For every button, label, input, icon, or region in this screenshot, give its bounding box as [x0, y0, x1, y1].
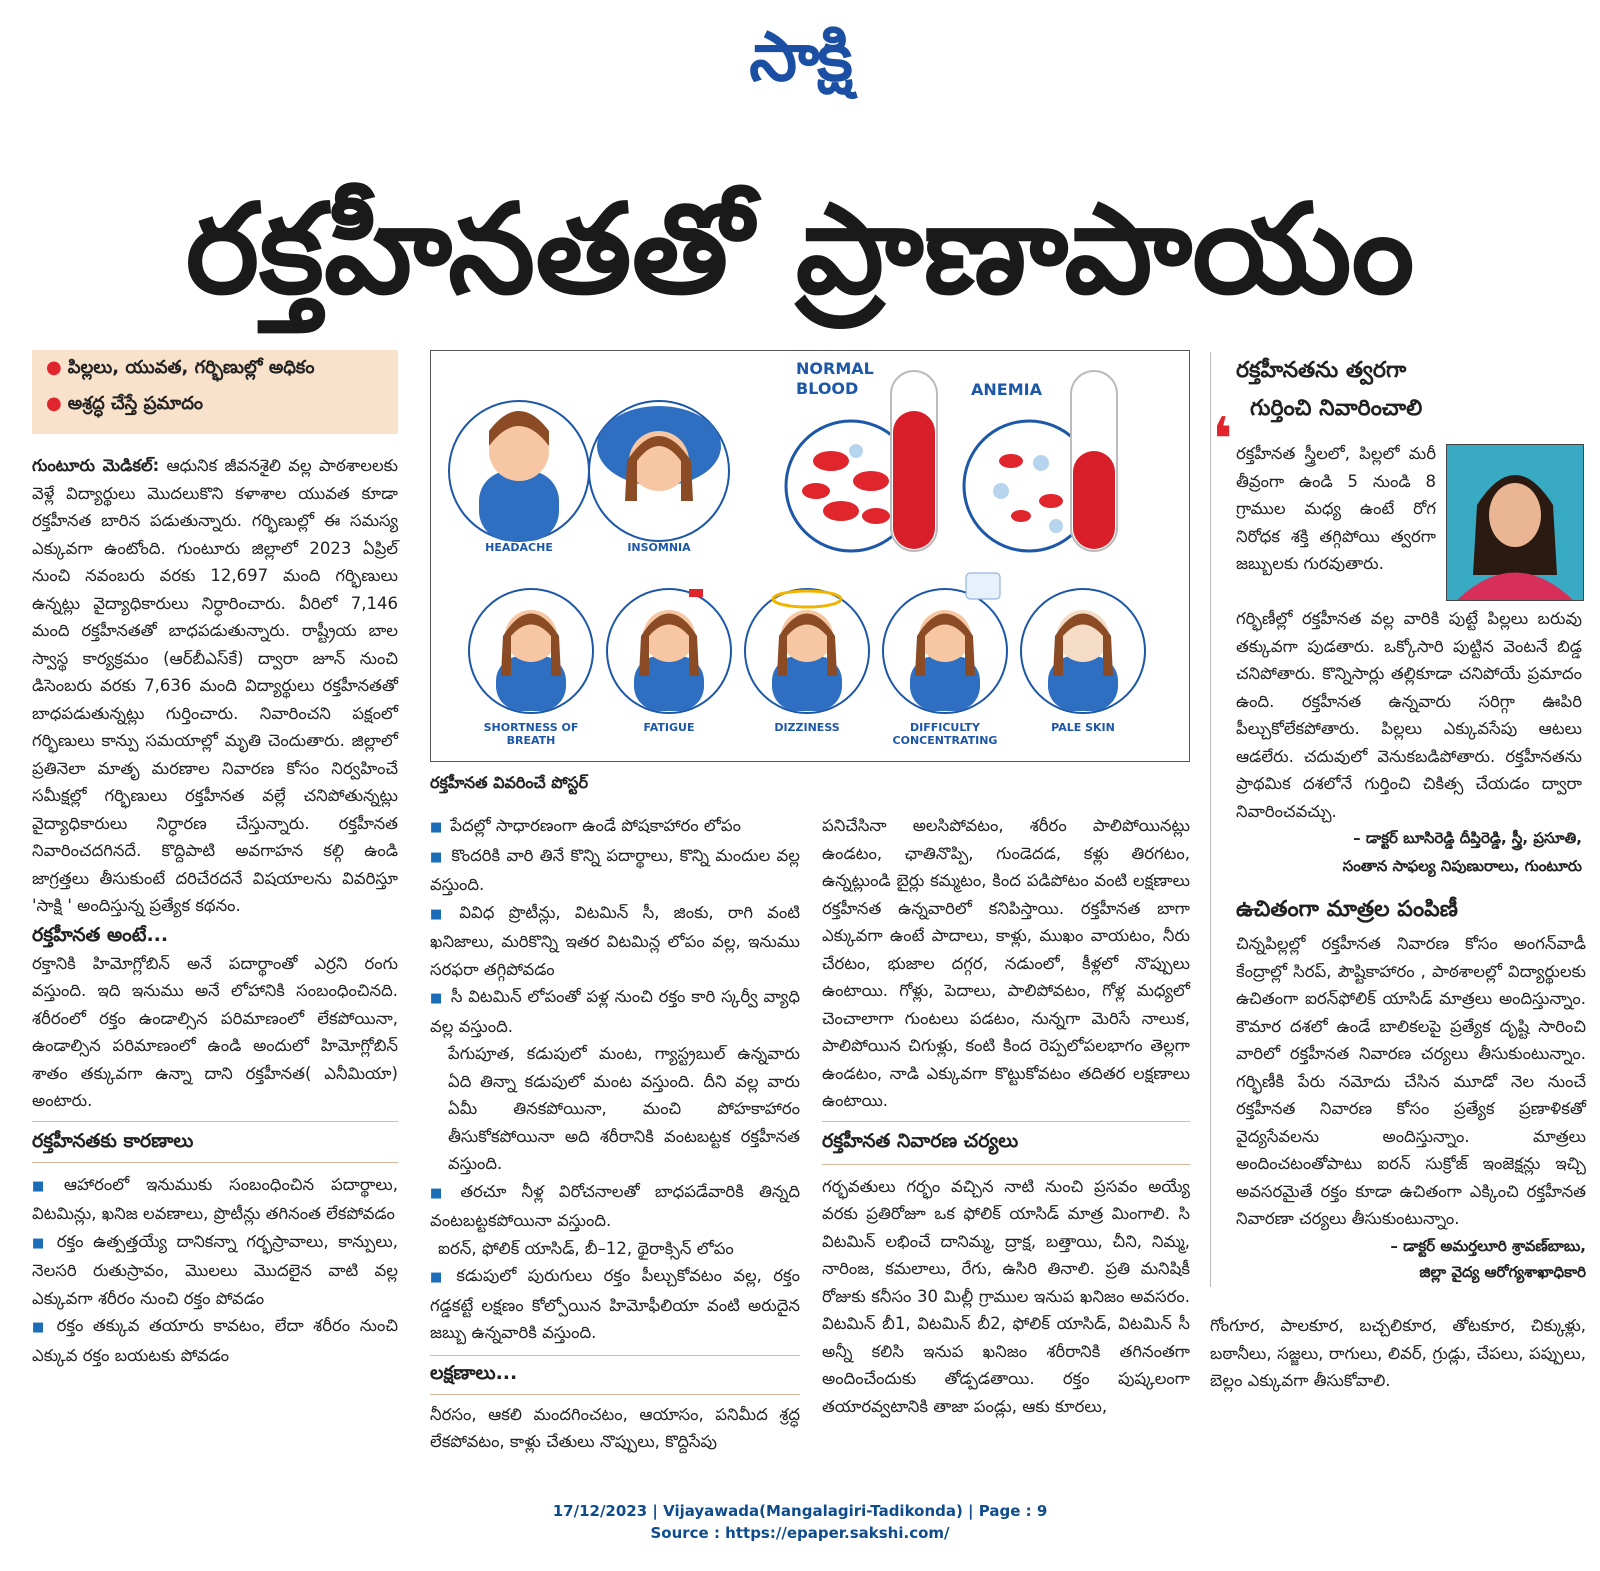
free-attribution-2: జిల్లా వైద్య ఆరోగ్యశాఖాధికారి: [1419, 1262, 1586, 1281]
list-item: ■ కడుపులో పురుగులు రక్తం పీల్చుకోవటం వల్ల, రక్తం గడ్డకట్టే లక్షణం కోల్పోయిన హిమోఫీలియా వంటి అరుదైన జబ్బు ఉన్నవారికి వస్తుంది.: [430, 1266, 800, 1342]
quote-lead: రక్తహీనత స్త్రీలలో, పిల్లలో మరీ తీవ్రంగా ఉండి 5 నుండి 8 గ్రాముల మధ్య ఉంటే రోగ నిరోధక శక్తి తగ్గిపోయి త్వరగా జబ్బులకు గురవుతారు.: [1236, 444, 1436, 573]
doctor-box-heading-1: రక్తహీనతను త్వరగా: [1236, 358, 1407, 383]
divider: [32, 1162, 398, 1163]
symptom-label: PALE SKIN: [1051, 721, 1115, 734]
symptom-label: HEADACHE: [485, 541, 553, 554]
prevention-heading: రక్తహీనత నివారణ చర్యలు: [822, 1129, 1019, 1152]
footer-dateline: 17/12/2023 | Vijayawada(Mangalagiri-Tadikonda) | Page : 9: [552, 1502, 1048, 1520]
headache-figure-icon: [449, 401, 589, 541]
what-heading: రక్తహీనత అంటే...: [32, 923, 169, 946]
intro-paragraph: గుంటూరు మెడికల్: ఆధునిక జీవనశైలి వల్ల పాఠశాలలకు వెళ్లే విద్యార్థులు మొదలుకొని కళాశాల యువత కూడా రక్తహీనత బారిన పడుతున్నారు. గర్భిణుల్లో ఈ సమస్య ఎక్కువగా ఉంటోంది. గుంటూరు జిల్లాలో 2023 ఏప్రిల్ నుంచి నవంబరు వరకు 12,697 మంది గర్భిణులు ఉన్నట్లు వైద్యాధికారులు నిర్ధారించారు. వీరిలో 7,146 మంది రక్తహీనతతో బాధపడుతున్నారు. రాష్ట్రీయ బాల స్వాస్థ కార్యక్రమం (ఆర్‌బీఎస్‌కే) ద్వారా జూన్ నుంచి డిసెంబరు వరకు 7,636 మంది విద్యార్థులు రక్తహీనతతో బాధపడుతున్నట్లు గుర్తించారు. నివారించని పక్షంలో గర్భిణులు కాన్పు సమయాల్లో మృతి చెందుతారు. జిల్లాలో ప్రతినెలా మాతృ మరణాల నివారణ కోసం నిర్వహించే సమీక్షల్లో గర్భిణులు రక్తహీనత వల్లే చనిపోతున్నట్లు వైద్యాధికారులు నిర్ధారణ చేస్తున్నారు. రక్తహీనత నివారించదగినదే. కొద్దిపాటి అవగాహన కల్గి ఉండి జాగ్రత్తలు తీసుకుంటే దరిచేరదనే విషయాలను వివరిస్తూ 'సాక్షి ' అందిస్తున్న ప్రత్యేక కథనం.: [32, 456, 398, 915]
list-item: ■ వివిధ ప్రొటీన్లు, విటమిన్ సీ, జింకు, రాగి వంటి ఖనిజాలు, మరికొన్ని ఇతర విటమిన్ల లోపం వల్ల, ఇనుము సరఫరా తగ్గిపోవడం: [430, 902, 800, 979]
headline: [30, 175, 1570, 325]
symptom-label: FATIGUE: [643, 721, 695, 734]
paragraph: పేగుపూత, కడుపులో మంట, గ్యాస్ట్రబుల్ ఉన్నవారు ఏది తిన్నా కడుపులో మంట వస్తుంది. దీని వల్ల వారు ఏమీ తినకపోయినా, మంచి పోహకాహారం తీసుకోకపోయినా అది శరీరానికి వంటబట్టక రక్తహీనత వస్తుంది.: [448, 1044, 800, 1173]
doctor-photo: [1446, 444, 1584, 601]
column-1: [32, 452, 398, 1369]
footer: [0, 1500, 1600, 1544]
foods-paragraph: గోంగూర, పాలకూర, బచ్చలికూర, తోటకూర, చిక్కుళ్లు, బఠానీలు, సజ్జలు, రాగులు, లివర్, గ్రుడ్లు, చేపలు, పప్పులు, బెల్లం ఎక్కువగా తీసుకోవాలి.: [1210, 1316, 1586, 1390]
divider: [32, 1121, 398, 1122]
pale-skin-figure-icon: [1021, 589, 1145, 713]
list-item: ■ పేదల్లో సాధారణంగా ఉండే పోషకాహారం లోపం: [430, 816, 741, 835]
poster-caption: రక్తహీనత వివరించే పోస్టర్: [430, 773, 589, 792]
poster-graphic: [431, 351, 1189, 761]
list-item: ■ కొందరికి వారి తినే కొన్ని పదార్థాలు, కొన్ని మందుల వల్ల వస్తుంది.: [430, 845, 800, 894]
symptoms-heading: లక్షణాలు...: [430, 1361, 518, 1384]
symptom-label: DIFFICULTY CONCENTRATING: [892, 721, 998, 747]
square-bullet-icon: ■: [430, 849, 444, 865]
column-2: [430, 812, 800, 1456]
square-bullet-icon: ■: [32, 1235, 49, 1251]
symptom-label: DIZZINESS: [774, 721, 840, 734]
doctor-box-heading-2: గుర్తించి నివారించాలి: [1250, 396, 1423, 421]
square-bullet-icon: ■: [32, 1320, 49, 1335]
list: [430, 1178, 800, 1235]
bullet-dot-icon: ●: [46, 357, 62, 378]
free-tablets-section: [1236, 890, 1586, 1285]
sakshi-logo: సాక్షి: [749, 18, 851, 97]
symptoms-paragraph-continued: పనిచేసినా అలసిపోవటం, శరీరం పాలిపోయినట్లు ఉండటం, ఛాతినొప్పి, గుండెదడ, కళ్లు తిరగటం, ఉన్నట్లుండి బైర్లు కమ్మటం, కింద పడిపోటం వంటి లక్షణాలు రక్తహీనత ఉన్నవారిలో కనిపిస్తాయి. రక్తహీనత బాగా ఎక్కువగా ఉంటే పాదాలు, కాళ్లు, ముఖం వాయటం, నీరు చేరటం, భుజాల దగ్గర, నడుంలో, కీళ్లలో నొప్పులు ఉంటాయి. గోళ్లు, పెదాలు, పాలిపోవటం, గోళ్ల మధ్యలో చెంచాలాగా గుంటలు పడటం, నున్నగా మెరిసే నాలుక, పాలిపోయిన చిగుళ్లు, కంటి కింద రెప్పలోపలభాగం తెల్లగా ఉండటం, నాడి ఎక్కువగా కొట్టుకోవటం తదితర లక్షణాలు ఉంటాయి.: [822, 816, 1190, 1110]
paragraph: గర్భిణీల్లో రక్తహీనత వల్ల వారికి పుట్టే పిల్లలు బరువు తక్కువగా పుడతారు. ఒక్కోసారి పుట్టిన వెంటనే బిడ్డ చనిపోతారు. కొన్నిసార్లు తల్లికూడా చనిపోయే ప్రమాదం ఉంది. రక్తహీనత ఉన్నవారు సరిగ్గా ఊపిరి పీల్చుకోలేకపోతారు. పిల్లలు ఎక్కువసేపు ఆటలు ఆడలేరు. చదువులో వెనుకబడిపోతారు. రక్తహీనతను ప్రాథమిక దశలోనే గుర్తించి చికిత్స చేయడం ద్వారా నివారించవచ్చు.: [1236, 609, 1582, 821]
dateline: గుంటూరు మెడికల్:: [32, 456, 160, 475]
footer-source: Source : https://epaper.sakshi.com/: [650, 1524, 950, 1542]
anemia-label: ANEMIA: [971, 380, 1042, 399]
dizziness-figure-icon: [745, 589, 869, 713]
divider: [822, 1121, 1190, 1122]
prevention-paragraph: గర్భవతులు గర్భం వచ్చిన నాటి నుంచి ప్రసవం అయ్యే వరకు ప్రతిరోజూ ఒక ఫోలిక్ యాసిడ్ మాత్ర మింగాలి. సి విటమిన్ లభించే దానిమ్మ, ద్రాక్ష, బత్తాయి, చీని, నిమ్మ, నారింజ, కమలాలు, రేగు, ఉసిరి తినాలి. ప్రతి మనిషికీ రోజుకు కనీసం 30 మిల్లీ గ్రాముల ఇనుప ఖనిజం అవసరం. విటమిన్ బీ1, విటమిన్ బీ2, ఫోలిక్ యాసిడ్, విటమిన్ సీ అన్నీ కలిసి ఇనుప ఖనిజం శరీరానికి తగినంతగా అందించేందుకు తోడ్పడతాయి. రక్తం పుష్కలంగా తయారవ్వటానికి తాజా పండ్లు, ఆకు కూరలు,: [822, 1176, 1190, 1416]
square-bullet-icon: ■: [32, 1178, 56, 1194]
bullet-dot-icon: ●: [46, 393, 62, 414]
highlights-box: [32, 350, 398, 434]
causes-list: [32, 1171, 398, 1370]
anemia-poster: [430, 350, 1190, 762]
square-bullet-icon: ■: [430, 1270, 449, 1285]
quote-body: [1236, 605, 1582, 880]
quote-attribution-2: సంతాన సాఫల్య నిపుణురాలు, గుంటూరు: [1342, 856, 1582, 875]
causes-list-continued: [430, 812, 800, 1040]
list-item: ■ తరచూ నీళ్ల విరోచనాలతో బాధపడేవారికి తిన్నది వంటబట్టకపోయినా వస్తుంది.: [430, 1181, 800, 1230]
free-attribution-1: – డాక్టర్ అమర్తలూరి శ్రావణ్‌బాబు,: [1390, 1236, 1586, 1255]
quote-attribution-1: – డాక్టర్ బూసిరెడ్డి దీప్తిరెడ్డి, స్త్రీ, ప్రసూతి,: [1353, 829, 1582, 847]
list-item: ■ రక్తం తక్కువ తయారు కావటం, లేదా శరీరం నుంచి ఎక్కువ రక్తం బయటకు పోవడం: [32, 1316, 398, 1365]
masthead: [0, 15, 1600, 100]
paragraph: ఐరన్, ఫోలిక్ యాసిడ్, బీ–12, థైరాక్సిన్ లోపం: [438, 1238, 734, 1258]
symptom-label: SHORTNESS OF BREATH: [483, 721, 579, 747]
highlight-item: ● పిల్లలు, యువత, గర్భిణుల్లో అధికం: [46, 357, 315, 378]
list: [430, 1262, 800, 1347]
quote-mark-icon: ❛: [1212, 405, 1233, 475]
square-bullet-icon: ■: [430, 820, 443, 835]
divider: [430, 1394, 800, 1395]
list-item: ■ ఆహారంలో ఇనుముకు సంబంధించిన పదార్థాలు, విటమిన్లు, ఖనిజ లవణాలు, ప్రొటీన్లు తగినంత లేకపోవడం: [32, 1174, 398, 1223]
normal-blood-label: NORMAL BLOOD: [796, 359, 874, 398]
divider: [822, 1164, 1190, 1165]
paragraph: చిన్నపిల్లల్లో రక్తహీనత నివారణ కోసం అంగన్‌వాడీ కేంద్రాల్లో సిరప్, పౌష్టికాహారం , పాఠశాలల్లో విద్యార్థులకు ఉచితంగా ఐరన్‌ఫోలిక్ యాసిడ్ మాత్రలు అందిస్తున్నాం. కౌమార దశలో ఉండే బాలికలపై ప్రత్యేక దృష్టి సారించి వారిలో రక్తహీనత నివారణ చర్యలు తీసుకుంటున్నాం. గర్భిణీకి పేరు నమోదు చేసిన మూడో నెల నుంచే రక్తహీనత నివారణ కోసం ప్రత్యేక ప్రణాళికతో వైద్యసేవలను అందిస్తున్నాం. మాత్రలు అందించటంతోపాటు ఐరన్ సుక్రోజ్ ఇంజెక్షన్లు ఇచ్చి అవసరమైతే రక్తం కూడా ఉచితంగా ఎక్కించి రక్తహీనత నివారణా చర్యలు తీసుకుంటున్నాం.: [1236, 934, 1586, 1228]
column-divider: [1210, 352, 1211, 1287]
paragraph: [1236, 930, 1586, 1233]
list-item: ■ సీ విటమిన్ లోపంతో పళ్ల నుంచి రక్తం కారి స్కర్వీ వ్యాధి వల్ల వస్తుంది.: [430, 987, 800, 1036]
highlight-item: ● అశ్రద్ధ చేస్తే ప్రమాదం: [46, 393, 204, 414]
list-item: ■ రక్తం ఉత్పత్తయ్యే దానికన్నా గర్భస్రావాలు, కాన్పులు, నెలసరి రుతుస్రావం, మొలలు మొదలైన వాటి వల్ల ఎక్కువగా శరీరం నుంచి రక్తం పోవడం: [32, 1231, 398, 1308]
insomnia-figure-icon: [589, 401, 729, 541]
square-bullet-icon: ■: [430, 906, 452, 922]
column-4-header: [1236, 352, 1586, 428]
what-paragraph: రక్తానికి హిమోగ్లోబిన్ అనే పదార్థాంతో ఎర్రని రంగు వస్తుంది. ఇది ఇనుము అనే లోహానికి సంబంధించినది. శరీరంలో రక్తం ఉండాల్సిన పరిమాణంలో లేకపోయినా, ఉండాల్సిన పరిమాణంలో ఉండి అందులో హిమోగ్లోబిన్ శాతం తక్కువగా ఉన్నా దాని రక్తహీనత( ఎనీమియా) అంటారు.: [32, 953, 398, 1110]
free-tablets-heading: ఉచితంగా మాత్రల పంపిణీ: [1236, 897, 1458, 922]
fatigue-figure-icon: [607, 589, 731, 713]
shortness-of-breath-figure-icon: [469, 589, 593, 713]
symptom-label: INSOMNIA: [627, 541, 691, 554]
symptoms-paragraph: నీరసం, ఆకలి మందగించటం, ఆయాసం, పనిమీద శ్రద్ధ లేకపోవటం, కాళ్లు చేతులు నొప్పులు, కొద్దిసేపు: [430, 1404, 800, 1451]
square-bullet-icon: ■: [430, 991, 443, 1006]
divider: [430, 1355, 800, 1356]
difficulty-concentrating-figure-icon: [883, 573, 1007, 713]
headline-text: రక్తహీనతతో ప్రాణాపాయం: [185, 178, 1415, 322]
causes-heading: రక్తహీనతకు కారణాలు: [32, 1129, 194, 1152]
square-bullet-icon: ■: [430, 1185, 453, 1201]
doctor-portrait-icon: [1447, 445, 1583, 600]
column-3: [822, 812, 1190, 1420]
